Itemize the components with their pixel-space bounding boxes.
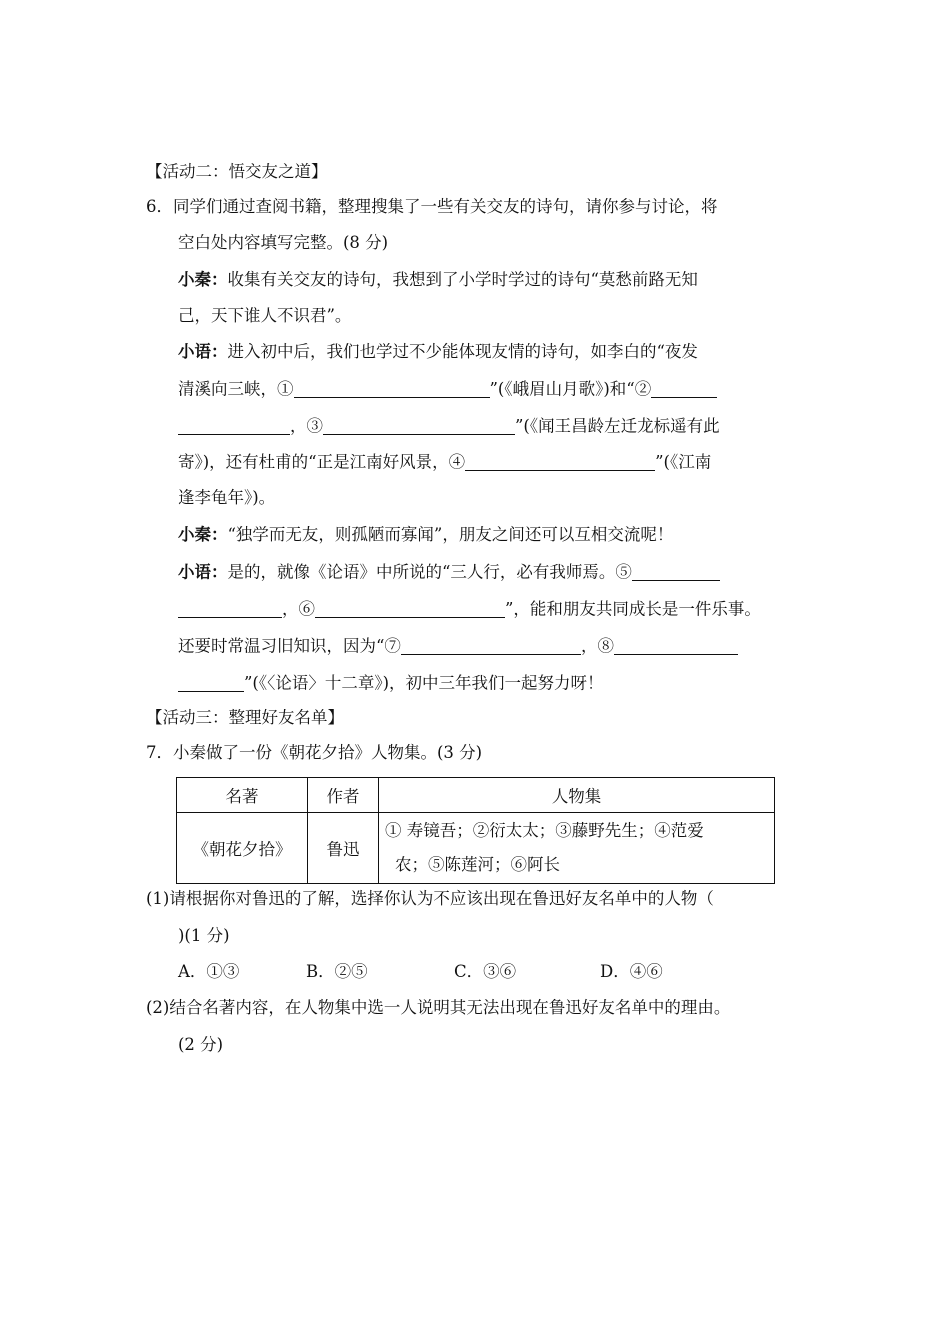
answer-blank-7[interactable] [401,637,581,655]
sub1-line1: (1)请根据你对鲁迅的了解，选择你认为不应该出现在鲁迅好友名单中的人物（ [146,889,714,908]
dialogue-text: ，⑥ [282,599,315,619]
answer-blank-8[interactable] [614,637,738,655]
dialogue-text: 寄》)，还有杜甫的“正是江南好风景，④ [178,452,466,472]
answer-blank-5-cont[interactable] [178,600,282,618]
dialogue-text: ”(《江南 [655,452,712,472]
answer-blank-2-cont[interactable] [178,417,290,435]
activity2-heading: 【活动二：悟交友之道】 [146,162,328,181]
dialogue-text: ”，能和朋友共同成长是一件乐事。 [505,599,761,619]
answer-blank-1[interactable] [294,380,490,398]
characters-line1: ① 寿镜吾；②衍太太；③藤野先生；④范爱 [385,821,704,840]
dialogue-text: 还要时常温习旧知识，因为“⑦ [178,636,401,656]
dialogue-text: 是的，就像《论语》中所说的“三人行，必有我师焉。⑤ [227,562,632,582]
dialogue-text: ”(《闻王昌龄左迁龙标遥有此 [515,416,720,436]
sub1-line2: )(1 分) [178,926,230,945]
q6-stem-line2: 空白处内容填写完整。(8 分) [178,233,389,252]
dialogue-yu-2-line4 [178,674,604,692]
speaker-yu: 小语： [178,342,228,361]
dialogue-qin-1 [178,272,698,289]
character-table [176,777,775,884]
dialogue-text: ”(《〈论语〉十二章》)，初中三年我们一起努力呀！ [244,673,604,693]
dialogue-yu-2-line2 [178,600,761,618]
dialogue-yu-1-line4 [178,453,711,471]
option-b[interactable]: B．②⑤ [306,962,368,981]
option-d[interactable]: D．④⑥ [600,962,663,981]
speaker-yu: 小语： [178,562,228,582]
header-book: 名著 [177,778,308,813]
dialogue-qin-2 [178,527,673,544]
dialogue-yu-1-line3 [178,417,720,435]
dialogue-text: ，⑧ [580,636,614,656]
dialogue-text: 进入初中后，我们也学过不少能体现友情的诗句，如李白的“夜发 [227,342,698,361]
sub2-line1: (2)结合名著内容，在人物集中选一人说明其无法出现在鲁迅好友名单中的理由。 [146,998,731,1017]
q6-stem-line1: 6．同学们通过查阅书籍，整理搜集了一些有关交友的诗句，请你参与讨论，将 [146,197,718,216]
dialogue-yu-1-line2 [178,380,717,398]
cell-author: 鲁迅 [308,813,379,884]
speaker-qin: 小秦： [178,525,228,544]
q7-stem: 7．小秦做了一份《朝花夕拾》人物集。(3 分) [146,743,483,762]
characters-line2: 农；⑤陈莲河；⑥阿长 [395,855,560,874]
cell-characters [379,813,775,884]
sub2-line2: (2 分) [178,1035,224,1054]
table-header-row [177,778,775,813]
answer-blank-3[interactable] [323,417,515,435]
speaker-qin: 小秦： [178,270,228,289]
answer-blank-5[interactable] [632,563,720,581]
dialogue-text: ”(《峨眉山月歌》)和“② [489,379,652,399]
dialogue-qin-1-line2: 己，天下谁人不识君”。 [178,306,352,325]
option-a[interactable]: A．①③ [178,962,240,981]
dialogue-yu-1-line5: 逢李龟年》)。 [178,488,276,507]
answer-blank-4[interactable] [465,453,655,471]
activity3-heading: 【活动三：整理好友名单】 [146,708,344,727]
dialogue-text: “独学而无友，则孤陋而寡闻”，朋友之间还可以互相交流呢！ [227,525,674,544]
header-characters: 人物集 [379,778,775,813]
option-c[interactable]: C．③⑥ [454,962,517,981]
dialogue-yu-1 [178,344,698,361]
cell-book: 《朝花夕拾》 [177,813,308,884]
table-row [177,813,775,884]
header-author: 作者 [308,778,379,813]
answer-blank-2[interactable] [651,380,717,398]
dialogue-yu-2 [178,563,720,581]
dialogue-text: 清溪向三峡，① [178,379,294,399]
dialogue-text: 收集有关交友的诗句，我想到了小学时学过的诗句“莫愁前路无知 [227,270,698,289]
dialogue-yu-2-line3 [178,637,738,655]
dialogue-text: ，③ [290,416,323,436]
answer-blank-8-cont[interactable] [178,674,244,692]
answer-blank-6[interactable] [315,600,505,618]
